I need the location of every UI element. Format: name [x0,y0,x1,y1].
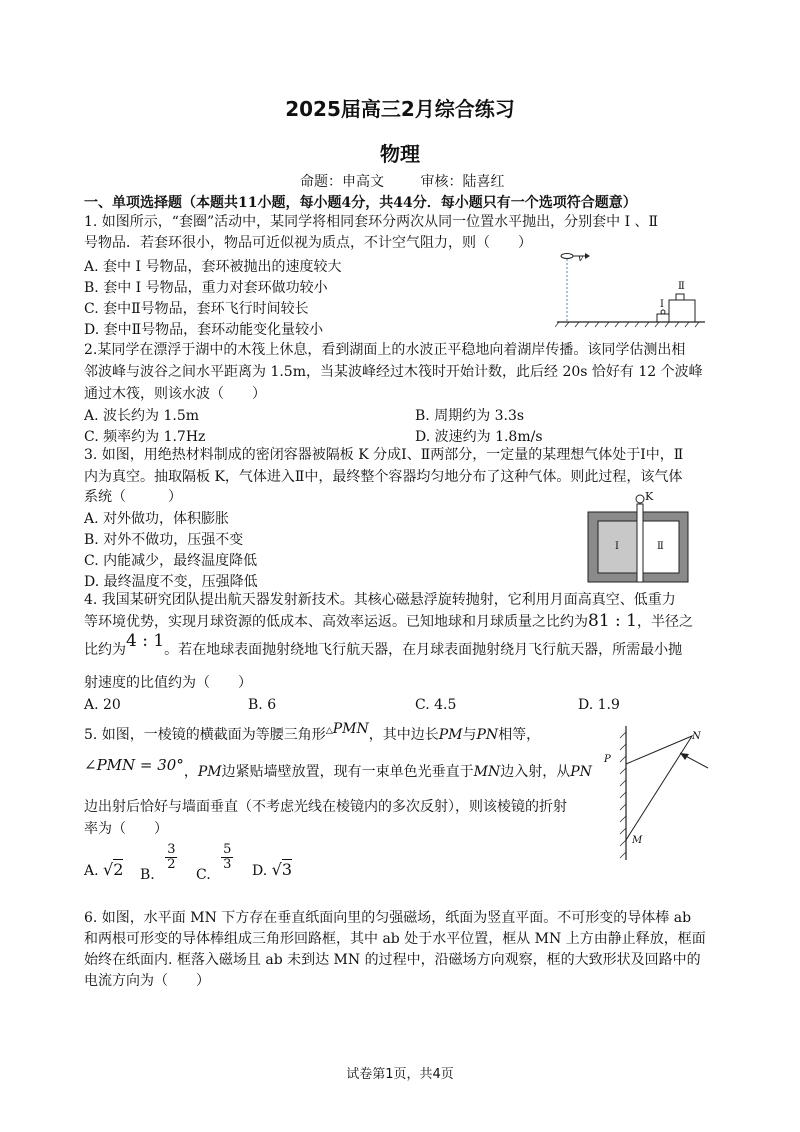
q5-line1-end: 相等， [498,727,541,743]
q5-line1 [84,721,541,746]
q3-line1: 3. 如图，用绝热材料制成的密闭容器被隔板 K 分成Ⅰ、Ⅱ两部分，一定量的某理想气体处于Ⅰ中，Ⅱ [84,447,684,463]
q5-option-b-denominator: 2 [167,857,176,872]
q1-fig-velocity-label: v [578,254,584,264]
q5-line2-comma: ， [183,764,198,780]
author: 命题：申高文 [300,174,384,190]
q5-line2-end: 边入射，从 [500,764,571,780]
q5-option-d-label: D. [252,863,268,879]
q5-fig-label-p: P [604,754,611,765]
q6-line3: 始终在纸面内. 框落入磁场且 ab 未到达 MN 的过程中，沿磁场方向观察，框的大致形状及回路中的 [84,952,701,968]
page-title: 2025届高三2月综合练习 [285,97,515,121]
reviewer: 审核：陆喜红 [420,174,505,190]
q4-line3 [84,631,683,659]
subject-title: 物理 [380,142,420,166]
q6-line1: 6. 如图，水平面 MN 下方存在垂直纸面向里的匀强磁场，纸面为竖直平面。不可形变的导体棒 ab [84,910,692,926]
q1-option-d: D. 套中Ⅱ号物品，套环动能变化量较小 [84,322,324,338]
q5-line4: 率为（ ） [84,821,168,837]
q5-triangle-symbol: △ [325,726,333,736]
q5-option-c-denominator: 3 [223,857,232,872]
q5-option-c-numerator: 5 [223,842,232,857]
q5-sqrt3: 3 [281,860,293,879]
q5-option-d [252,860,292,879]
q1-option-b: B. 套中 Ⅰ 号物品，重力对套环做功较小 [84,280,328,296]
q1-line2: 号物品．若套环很小，物品可近似视为质点，不计空气阻力，则（ ） [84,235,532,251]
page-footer: 试卷第1页，共4页 [346,1067,454,1082]
q5-option-c [196,842,233,883]
q1-fig-label-i: Ⅰ [660,299,664,310]
q3-option-a: A. 对外做功，体积膨胀 [84,511,230,527]
q5-pmn: PMN [332,721,369,737]
q2-line2: 邻波峰与波谷之间水平距离为 1.5m，当某波峰经过木筏时开始计数，此后经 20s 恰好有 12 个波峰 [84,364,703,380]
q4-line3-start: 比约为 [84,642,126,658]
q5-pn: PN [476,727,499,743]
section-heading: 一、单项选择题（本题共11小题，每小题4分，共44分．每小题只有一个选项符合题意） [84,195,637,211]
q1-option-a: A. 套中 Ⅰ 号物品，套环被抛出的速度较大 [84,259,342,275]
q5-line1-mid: ，其中边长 [368,727,439,743]
q3-fig-label-ii: Ⅱ [657,541,664,552]
q3-option-d: D. 最终温度不变，压强降低 [84,574,258,590]
q2-line1: 2.某同学在漂浮于湖中的木筏上休息，看到湖面上的水波正平稳地向着湖岸传播。该同学估测出相 [84,342,686,358]
q5-pm: PM [438,727,463,743]
q5-fig-label-n: N [692,731,701,742]
q4-option-c: C. 4.5 [415,697,457,713]
q5-option-c-label: C. [196,866,211,883]
q5-option-a-label: A. [84,863,99,879]
q4-line2-text: 等环境优势，实现月球资源的低成本、高效率运返。已知地球和月球质量之比约为 [84,614,588,630]
q4-line2-end: ，半径之 [636,614,693,630]
q4-line1: 4. 我国某研究团队提出航天器发射新技术。其核心磁悬浮旋转抛射，它利用月面高真空、低重力 [84,592,676,608]
q5-sqrt2: 2 [113,860,124,879]
q2-line3: 通过木筏，则该水波（ ） [84,386,266,402]
q3-fig-label-k: K [645,490,654,503]
q2-option-a: A. 波长约为 1.5m [84,408,200,424]
q3-line2: 内为真空。抽取隔板 K，气体进入Ⅱ中，最终整个容器均匀地分布了这种气体。则此过程，该气体 [84,469,683,485]
q1-option-c: C. 套中Ⅱ号物品，套环飞行时间较长 [84,301,309,317]
q4-mass-ratio: 81 : 1 [588,611,637,631]
q5-option-b [140,842,177,883]
q4-line2 [84,612,693,631]
q4-line4: 射速度的比值约为（ ） [84,675,252,691]
q2-option-d: D. 波速约为 1.8m/s [415,429,543,445]
q4-option-d: D. 1.9 [578,697,620,713]
q5-option-a-value: √2 [103,860,124,879]
q5-option-a [84,860,123,879]
q4-radius-ratio: 4 : 1 [126,631,165,651]
q5-option-b-label: B. [140,866,155,883]
q2-option-b: B. 周期约为 3.3s [415,408,525,424]
author-line [300,171,536,191]
q5-line2 [84,756,592,781]
q2-option-c: C. 频率约为 1.7Hz [84,429,206,445]
q4-option-b: B. 6 [248,697,277,713]
q3-option-b: B. 对外不做功，压强不变 [84,532,244,548]
q3-line3: 系统（ ） [84,489,182,505]
q4-option-a: A. 20 [84,697,121,713]
q1-line1: 1. 如图所示，“套圈”活动中，某同学将相同套环分两次从同一位置水平抛出，分别套中 Ⅰ 、Ⅱ [84,214,659,230]
q1-fig-label-ii: Ⅱ [678,281,685,292]
q6-line4: 电流方向为（ ） [84,973,210,989]
q3-option-c: C. 内能减少，最终温度降低 [84,553,258,569]
q5-mn: MN [473,764,501,780]
q5-yu: 与 [462,727,477,743]
q5-option-b-numerator: 3 [167,842,176,857]
q5-fig-label-m: M [632,835,643,846]
q5-pn-2: PN [570,764,592,780]
q5-pm-2: PM [197,764,222,780]
q3-container-figure [585,490,695,586]
q5-option-d-value: √3 [271,860,293,879]
q5-line3: 边出射后恰好与墙面垂直（不考虑光线在棱镜内的多次反射），则该棱镜的折射 [84,799,567,815]
q4-line3-end: 。若在地球表面抛射绕地飞行航天器，在月球表面抛射绕月飞行航天器，所需最小抛 [164,642,683,658]
q5-line2-mid: 边紧贴墙壁放置，现有一束单色光垂直于 [221,764,474,780]
q5-line1-text: 5. 如图，一棱镜的横截面为等腰三角形 [84,727,326,743]
q6-line2: 和两根可形变的导体棒组成三角形回路框，其中 ab 处于水平位置，框从 MN 上方由静止释放，框面 [84,931,706,947]
q3-fig-label-i: Ⅰ [615,541,619,552]
q5-angle: ∠PMN = 30° [84,756,184,774]
q5-prism-figure [612,722,722,862]
